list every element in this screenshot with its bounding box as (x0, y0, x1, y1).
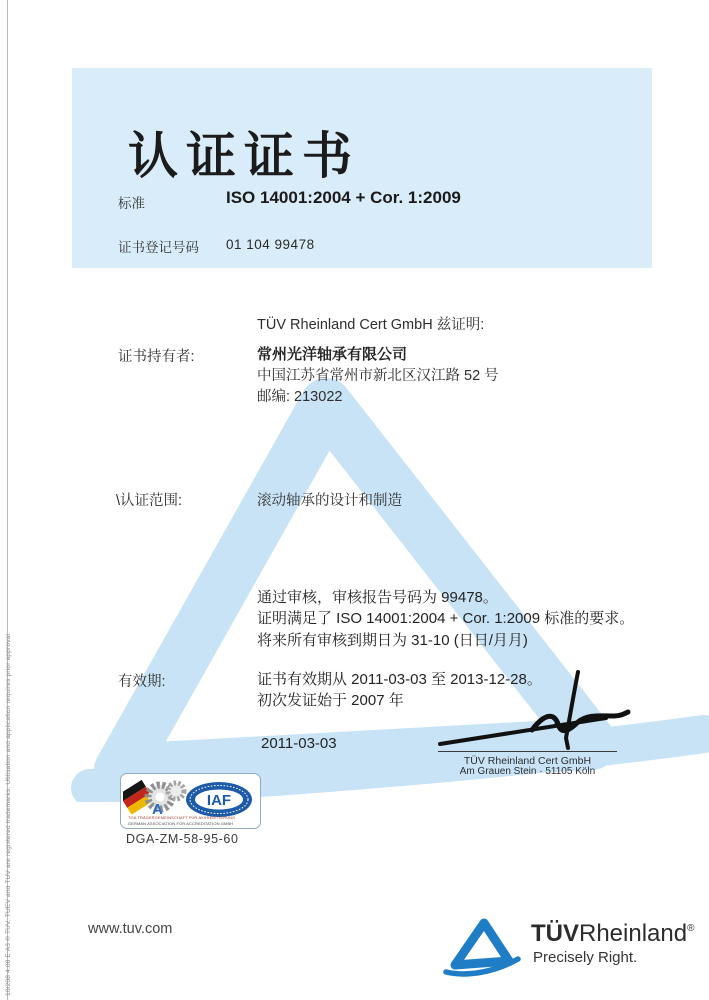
validity-period: 证书有效期从 2011-03-03 至 2013-12-28。 (257, 671, 542, 688)
brand-tagline: Precisely Right. (533, 949, 638, 966)
audit-due-date-line: 将来所有审核到期日为 31-10 (日日/月月) (257, 632, 528, 649)
registration-number-label: 证书登记号码 (118, 240, 199, 255)
registration-number-value: 01 104 99478 (226, 237, 315, 252)
scope-value: 滚动轴承的设计和制造 (257, 493, 402, 509)
audit-statement-line1: 通过审核，审核报告号码为 99478。 (257, 589, 498, 606)
signature-scribble (428, 666, 650, 750)
standard-label: 标准 (118, 196, 145, 211)
signatory-address: Am Grauen Stein · 51105 Köln (459, 766, 596, 777)
iaf-logo-icon (184, 781, 254, 818)
svg-text:IAF: IAF (206, 792, 232, 809)
issue-date: 2011-03-03 (261, 735, 337, 752)
accreditation-badge (120, 773, 261, 829)
signatory-organization: TÜV Rheinland Cert GmbH (463, 755, 592, 767)
registered-mark: ® (687, 923, 695, 934)
side-note-text: 10/208 4.08 E A3 ® TUV, TUEV and TUV are registered trademarks. Utilisation and application requires prior approval. (5, 631, 12, 996)
signature-line (438, 751, 617, 752)
accreditation-code: DGA-ZM-58-95-60 (126, 832, 239, 846)
svg-text:A: A (152, 801, 163, 818)
audit-statement-line2: 证明满足了 ISO 14001:2004 + Cor. 1:2009 标准的要求。 (257, 610, 635, 627)
tuv-website-url: www.tuv.com (88, 921, 173, 937)
holder-label: 证书持有者: (118, 349, 195, 365)
certificate-title: 认证证书 (128, 128, 360, 184)
brand-wordmark (531, 920, 694, 948)
certifier-statement: TÜV Rheinland Cert GmbH 兹证明: (257, 317, 485, 333)
tga-text-line1: TGA TRÄGERGEMEINSCHAFT FÜR AKKREDITIERUNG (128, 815, 236, 820)
header-panel (72, 68, 652, 268)
tga-text-line2: GERMAN ASSOCIATION FOR ACCREDITATION GMBH (128, 820, 234, 826)
brand-tuv: TÜV (531, 920, 579, 947)
tuv-rheinland-logo-icon (441, 915, 523, 979)
brand-rheinland: Rheinland (579, 920, 688, 947)
holder-name: 常州光洋轴承有限公司 (257, 346, 408, 363)
first-issue-line: 初次发证始于 2007 年 (257, 692, 404, 709)
holder-address: 中国江苏省常州市新北区汉江路 52 号 (257, 368, 499, 384)
standard-value: ISO 14001:2004 + Cor. 1:2009 (226, 188, 461, 207)
holder-postcode: 邮编: 213022 (257, 389, 343, 405)
validity-label: 有效期: (118, 674, 166, 690)
scope-label: \认证范围: (116, 493, 183, 509)
